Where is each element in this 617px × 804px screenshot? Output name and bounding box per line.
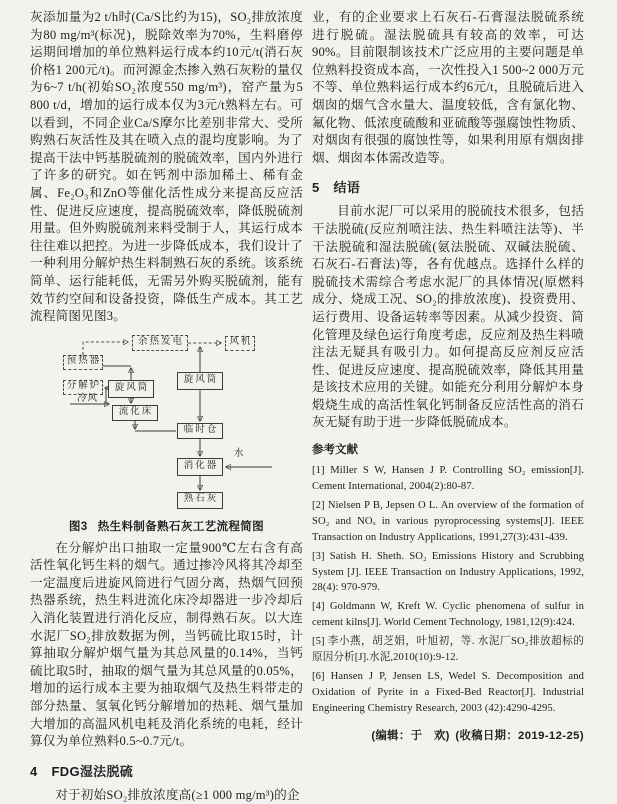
section-5-title: 结语 [333,180,361,196]
figure-3-caption-title: 热生料制备熟石灰工艺流程简图 [97,519,265,533]
node-waste-heat-power: 余热发电 [132,335,188,351]
left-column [30,9,303,804]
section-4-number: 4 [30,763,38,779]
figure-3-caption-label: 图3 [68,519,88,533]
paragraph-conclusion: 目前水泥厂可以采用的脱硫技术很多，包括干法脱硫(反应剂喷注法、热生料喷注法等)、半干法脱硫和湿法脱硫(氨法脱硫、双碱法脱硫、石灰石-石膏法)等，各有优越点。选择什么样的脱硫技术需综合考虑水泥厂的具体情况(原燃料成分、烧成工况、SO₂的排放浓度)、投资费用、运行费用、设备运转率等因素。从减少投资、简化管理及绿色运行角度考虑，反应剂及热生料喷注法无疑具有吸引力。如何提高反应剂反应活性、促进反应速度、提高脱硫效率，降低其用量是该技术应用的关键。如能充分利用分解炉本身煅烧生成的高活性氧化钙制备反应活性高的消石灰无疑有助于进一步降低脱硫成本。 [312,204,584,430]
paragraph-continuation-dry-desulfurization: 灰添加量为2 t/h时(Ca/S比约为15)，SO₂排放浓度为80 mg/m³(标况)，脱除效率为70%，生料磨停运期间增加的单位熟料运行成本约10元/t(消石灰价格1 200元/t)。而河源金杰掺入熟石灰粉的量仅为6~7 t/h(初始SO₂浓度550 mg/m³)，窑产量为5 800 t/d，增加的运行成本仅为3元/t熟料左右。可以看到，不同企业Ca/S摩尔比差别非常大、受所购熟石灰活性及其在喷入点的混均度影响。为了提高干法中钙基脱硫剂的脱硫效率，国内外进行了许多的研究。如在钙剂中添加稀土、稀有金属、Fe₂O₃和ZnO等催化活性成分来提高反应活性、促进反应速度，提高脱硫效率，降低脱硫剂用量。但外购脱硫剂来料受制于人，其运行成本往往难以把控。为进一步降低成本，我们设计了一种利用分解炉热生料制熟石灰的系统。该系统简单、运行能耗低，无需另外购买脱硫剂，能有效节约空间和设备投资，降低生产成本。其工艺流程简图见图3。 [30,10,303,324]
editor-received-line [312,727,584,743]
paragraph-wet-desulfurization: 业，有的企业要求上石灰石-石膏湿法脱硫系统进行脱硫。湿法脱硫具有较高的效率，可达90%。目前限制该技术广泛应用的主要问题是单位熟料投资成本高，一次性投入1 500~2 000万元不等、单位熟料运行成本约6元/t，且脱硫后进入烟囱的烟气含水量大、温度较低，含有氯化物、氟化物、低浓度硫酸和亚硫酸等强腐蚀性物质、对烟囱有很强的腐蚀性等，如果利用原有烟囱排烟、烟囱本体需改造等。 [312,10,584,165]
node-cyclone-left: 旋风筒 [108,380,154,398]
figure-3-caption [30,518,303,534]
reference-item: [1] Miller S W, Hansen J P. Controlling SO₂ emission[J]. Cement International, 2004(2):80-87. [312,465,584,492]
received-date: (收稿日期：2019-12-25) [455,729,584,742]
reference-item: [2] Nielsen P B, Jepsen O L. An overview of the formation of SO₂ and NOₓ in various pyroprocessing systems[J]. IEEE Transaction on Industry Applications, 1991,27(3):431-439. [312,499,584,543]
node-fan: 风机 [225,336,255,351]
node-fluidized-bed: 流化床 [112,405,158,421]
figure-3-flowchart [30,331,303,515]
right-column [312,9,584,743]
references-list [312,463,584,717]
paragraph-hot-meal-process: 在分解炉出口抽取一定量900℃左右含有高活性氧化钙生料的烟气。通过掺冷风将其冷却至一定温度后进旋风筒进行气固分离，热烟气回预热器系统，热生料进流化床冷却器进一步冷却后入消化装置进行消化反应，制得熟石灰。以大连水泥厂SO₂排放数据为例，当钙硫比取15时，计算抽取分解炉烟气量为其总风量的0.14%，当钙硫比取5时，抽取的烟气量为其总风量的0.05%，增加的运行成本主要为抽取烟气及热生料带走的部分热量、氢氧化钙分解增加的热耗、烟气量加大增加的高温风机电耗及消化系统的电耗，经计算仅为单位熟料0.5~0.7元/t。 [30,540,303,749]
editor-note: (编辑：于 欢) [371,729,450,742]
reference-item: [4] Goldmann W, Kreft W. Cyclic phenomena of sulfur in cement kilns[J]. World Cement Technology, 1981,12(9):424. [312,601,584,629]
reference-item: [3] Satish H. Sheth. SO₂ Emissions History and Scrubbing System [J]. IEEE Transaction on Industry Applications, 1992, 28(4): 970-979. [312,550,584,594]
paragraph-fdg-intro: 对于初始SO₂排放浓度高(≥1 000 mg/m³)的企 [55,787,300,802]
references-heading: 参考文献 [312,444,358,457]
label-cold-air: 冷风 [77,393,99,404]
node-preheater: 预热器 [63,355,103,370]
section-heading-5 [312,177,584,196]
reference-item: [6] Hansen J P, Jensen LS, Wedel S. Decomposition and Oxidation of Pyrite in a Fixed-Bed Reactor[J]. Industrial Engineering Chemistry Research, 2003 (42):4290-4295. [312,670,584,714]
node-temp-bin: 临时仓 [177,423,223,439]
label-water: 水 [234,448,245,459]
node-calciner: 分解炉 [63,380,103,395]
node-slaker: 消化器 [177,458,223,476]
section-4-title: FDG湿法脱硫 [51,763,134,779]
node-slaked-lime: 熟石灰 [177,492,223,509]
section-heading-4 [30,761,303,780]
node-cyclone-right: 旋风筒 [177,372,223,390]
section-5-number: 5 [312,180,320,196]
figure-3 [30,331,303,534]
reference-item: [5] 李小燕，胡芝娟，叶旭初，等. 水泥厂SO₂排放超标的原因分析[J].水泥,2010(10):9-12. [312,636,584,664]
